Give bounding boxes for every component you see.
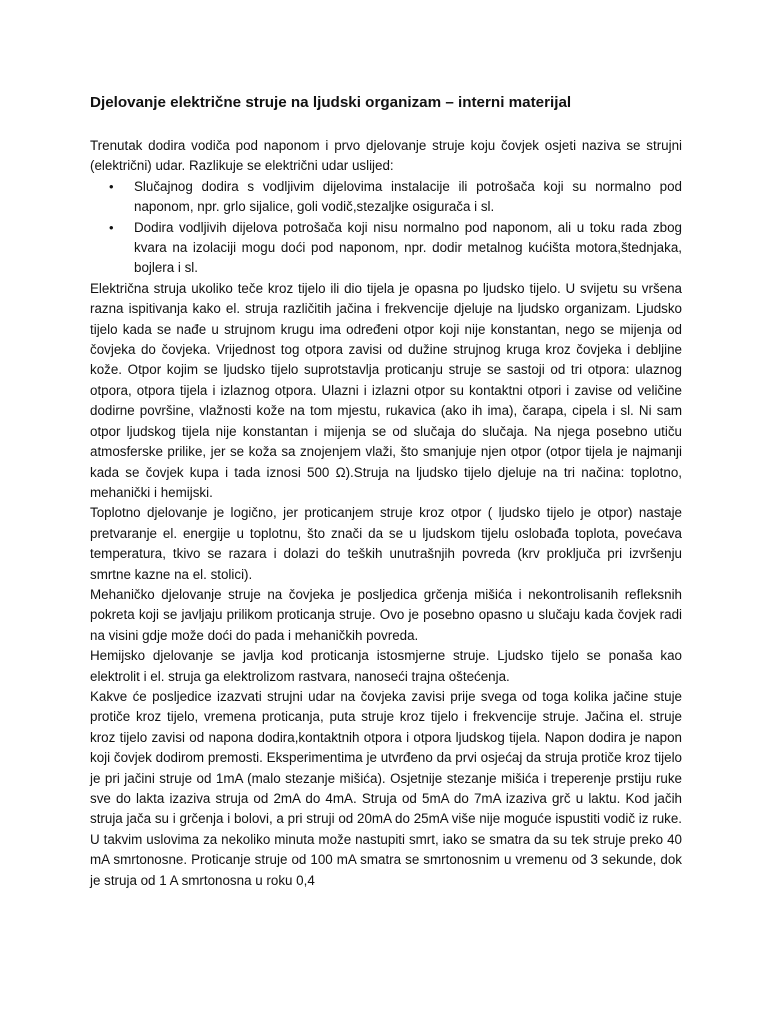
body-paragraph-mechanical: Mehaničko djelovanje struje na čovjeka je posljedica grčenja mišića i nekontrolisanih refleksnih pokreta koji se javljaju prilikom proticanja struje. Ovo je posebno opasno u slučaju kada čovjek radi na visini gdje može doći do pada i mehaničkih povreda. bbox=[90, 586, 682, 643]
document-title: Djelovanje električne struje na ljudski organizam – interni materijal bbox=[90, 94, 572, 111]
bullet-list bbox=[90, 177, 682, 279]
bullet-text: Slučajnog dodira s vodljivim dijelovima instalacije ili potrošača koji su normalno pod naponom, npr. grlo sijalice, goli vodič,stezaljke osigurača i sl. bbox=[134, 178, 682, 215]
bullet-icon: • bbox=[109, 178, 114, 194]
bullet-item bbox=[109, 218, 682, 279]
body-paragraph-resistance: Električna struja ukoliko teče kroz tijelo ili dio tijela je opasna po ljudsko tijelo. U svijetu su vršena razna ispitivanja kako el. struja različitih jačina i frekvencije djeluje na ljudsko organizam. Ljudsko tijelo kada se nađe u strujnom krugu ima određeni otpor koji nije konstantan, nego se mijenja od čovjeka do čovjeka. Vrijednost tog otpora zavisi od dužine strujnog kruga kroz čovjeka i debljine kože. Otpor kojim se ljudsko tijelo suprotstavlja proticanju struje se sastoji od tri otpora: ulaznog otpora, otpora tijela i izlaznog otpora. Ulazni i izlazni otpor su kontaktni otpori i zavise od veličine dodirne površine, vlažnosti kože na tom mjestu, rukavica (ako ih ima), čarapa, cipela i sl. Ni sam otpor ljudskog tijela nije konstantan i mijenja se od slučaja do slučaja. Na njega posebno utiču atmosferske prilike, jer se koža sa znojenjem vlaži, što smanjuje njen otpor (otpor tijela je najmanji kada se čovjek kupa i tada iznosi 500 Ω).Struja na ljudsko tijelo djeluje na tri načina: toplotno, mehanički i hemijski. bbox=[90, 280, 682, 500]
bullet-item bbox=[109, 177, 682, 218]
document-page bbox=[90, 92, 682, 891]
body-paragraph-consequences: Kakve će posljedice izazvati strujni udar na čovjeka zavisi prije svega od toga kolika jačine stuje protiče kroz tijelo, vremena proticanja, puta struje kroz tijelo i frekvencije struje. Jačina el. struje kroz tijelo zavisi od napona dodira,kontaktnih otpora i otpora ljudskog tijela. Napon dodira je napon koji čovjek dodirom premosti. Eksperimentima je utvrđeno da prvi osjećaj da struja protiče kroz tijelo je pri jačini struje od 1mA (malo stezanje mišića). Osjetnije stezanje mišića i treperenje prstiju ruke sve do lakta izaziva struja od 2mA do 4mA. Struja od 5mA do 7mA izaziva grč u laktu. Kod jačih struja jača su i grčenja i bolovi, a pri struji od 20mA do 25mA više nije moguće ispustiti vodič iz ruke. U takvim uslovima za nekoliko minuta može nastupiti smrt, iako se smatra da su tek struje preko 40 mA smrtonosne. Proticanje struje od 100 mA smatra se smrtonosnim u vremenu od 3 sekunde, dok je struja od 1 A smrtonosna u roku 0,4 bbox=[90, 688, 682, 888]
body-paragraph-thermal: Toplotno djelovanje je logično, jer proticanjem struje kroz otpor ( ljudsko tijelo je otpor) nastaje pretvaranje el. energije u toplotnu, što znači da se u ljudskom tijelu oslobađa toplota, povećava temperatura, tkivo se razara i dolazi do teških unutrašnjih povreda (krv proključa pri izvršenju smrtne kazne na el. stolici). bbox=[90, 505, 682, 582]
body-paragraph-chemical: Hemijsko djelovanje se javlja kod proticanja istosmjerne struje. Ljudsko tijelo se ponaša kao elektrolit i el. struja ga elektrolizom rastvara, nanoseći trajna oštećenja. bbox=[90, 648, 682, 684]
intro-paragraph: Trenutak dodira vodiča pod naponom i prvo djelovanje struje koju čovjek osjeti naziva se strujni (električni) udar. Razlikuje se električni udar uslijed: bbox=[90, 138, 682, 174]
bullet-icon: • bbox=[109, 219, 114, 235]
bullet-text: Dodira vodljivih dijelova potrošača koji nisu normalno pod naponom, ali u toku rada zbog kvara na izolaciji mogu doći pod naponom, npr. dodir metalnog kućišta motora,štednjaka, bojlera i sl. bbox=[134, 219, 682, 276]
